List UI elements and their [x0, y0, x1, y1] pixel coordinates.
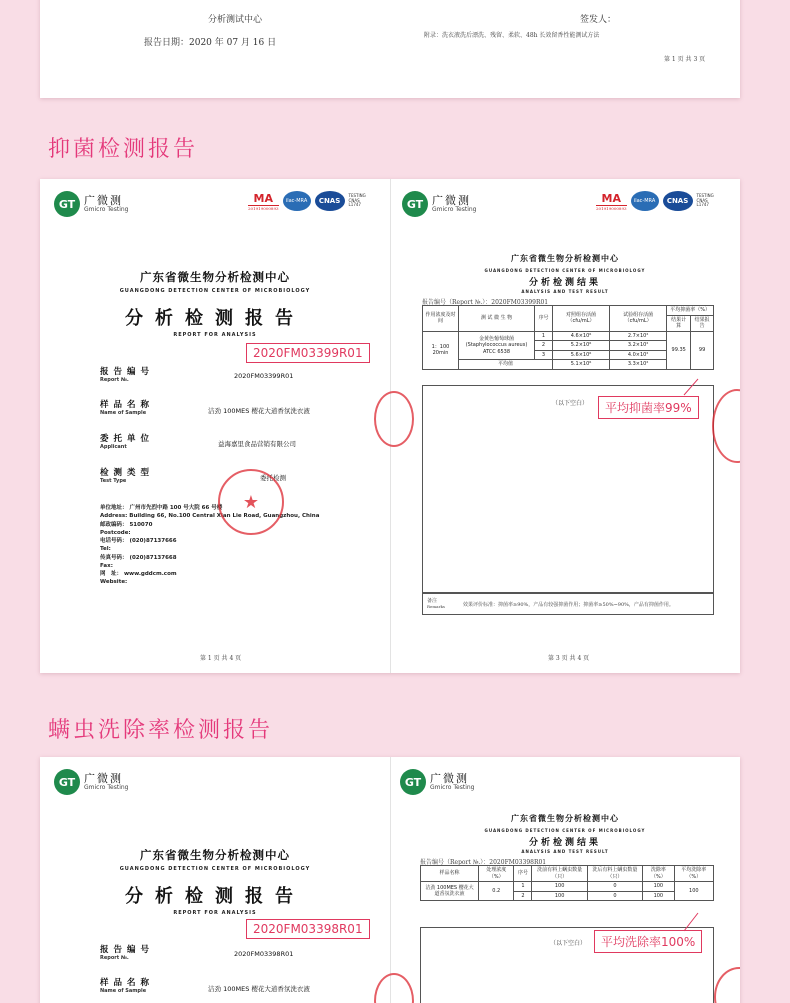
result-header: 广东省微生物分析检测中心 GUANGDONG DETECTION CENTER OF MICROBIOLOGY 分析检测结果 ANALYSIS AND TEST RESULT [484, 254, 646, 294]
sample-value-b: 洁劲 100MES 樱花大道香氛洗衣液 [208, 985, 310, 993]
cma-no: 201919000893 [248, 205, 279, 211]
blank-note: （以下空白） [552, 400, 589, 407]
seal-edge-left [374, 391, 414, 447]
applicant-value: 益海嘉里食品营销有限公司 [218, 440, 296, 448]
official-seal: ★ [218, 469, 284, 535]
sample-label: 样品名称 Name of Sample [100, 400, 155, 416]
cma-icon-right: MA [596, 192, 627, 206]
result-page-number: 第 3 页 共 4 页 [548, 655, 590, 662]
appendix-note: 附录：洗衣液洗后漂洗、残留、柔软、48h 长效留香性能测试方法 [424, 32, 600, 39]
cover-header-b: 广东省微生物分析检测中心 GUANGDONG DETECTION CENTER OF MICROBIOLOGY 分析检测报告 REPORT FOR ANALYSIS [119, 848, 311, 916]
antibacterial-result-table: 作用浓度及时间 测 试 微 生 物 序号 对照组存活菌（cfu/mL） 试验组存活菌（cfu/mL） 平均抑菌率（%） 结果计算 结果报告 1：100 20min 金黄色葡萄球菌 (Staphylococcus aureus) ATCC 6538 1 4.6×10⁶ 2.7×10² 99.35 99 2 5.2×10⁶ 3.2×10² 3 5.6×10⁶ 4.0×10² 平均值 5.1×10⁶ 3.3×10² [422, 305, 714, 370]
cma-icon: MA [248, 192, 279, 206]
report-no-label-b: 报告编号 Report №. [100, 945, 155, 961]
page-divider-b [390, 757, 391, 1003]
report-date: 报告日期：2020 年 07 月 16 日 [144, 38, 277, 48]
sample-label-b: 样品名称 Name of Sample [100, 978, 155, 994]
evaluator-center: 分析测试中心 [208, 15, 263, 25]
remark-text: 效果评价标准：抑菌率≥90%，产品有较强抑菌作用；抑菌率≥50%~90%，产品有抑菌作用。 [463, 602, 674, 608]
antibacterial-report-sheet [40, 179, 740, 673]
gmicro-logo [54, 191, 128, 217]
contact-block: 单位地址： 广州市先烈中路 100 号大院 66 号楼 Address: Building 66, No.100 Central Xian Lie Road, Guangzhou, China 邮政编码： 510070 Postcode: 电话号码： (020)87137666 Tel: 传真号码： (020)87137668 Fax: 网 址： www.gddcm.com Website: [100, 505, 320, 586]
mite-result-table: 样品名称 处理浓度（%） 序号 洗前有料上螨虫数量（只） 洗后有料上螨虫数量（只） 洗除率（%） 平均洗除率（%） 洁劲 100MES 樱花大道香氛洗衣液 0.2 1 100 0 100 100 2 100 0 100 [420, 865, 714, 901]
test-type-label: 检测类型 Test Type [100, 468, 155, 484]
logo-cn: 广微测 [84, 194, 123, 208]
result-header-b: 广东省微生物分析检测中心 GUANGDONG DETECTION CENTER OF MICROBIOLOGY 分析检测结果 ANALYSIS AND TEST RESULT [484, 814, 646, 854]
table-row: 1：100 20min 金黄色葡萄球菌 (Staphylococcus aureus) ATCC 6538 1 4.6×10⁶ 2.7×10² 99.35 99 [423, 331, 714, 341]
cover-page-number: 第 1 页 共 4 页 [200, 655, 242, 662]
cnas-sub: TESTING CNAS L1747 [348, 192, 366, 208]
cover-org: 广东省微生物分析检测中心 [140, 270, 290, 284]
seal-edge-right [712, 389, 740, 463]
gmicro-logo-b: GT 广微测 Gmicro Testing [54, 769, 128, 795]
callout-pointer-b [680, 911, 700, 933]
page-number: 第 1 页 共 3 页 [664, 56, 706, 63]
table-row: 平均值 5.1×10⁶ 3.3×10² [423, 360, 714, 370]
mite-rate-callout: 平均洗除率100% [594, 930, 702, 953]
mite-report-sheet [40, 757, 740, 1003]
evaluator-line [132, 0, 276, 1]
table-row: 3 5.6×10⁶ 4.0×10² [423, 350, 714, 360]
ilac-mra-icon-right: ilac-MRA [631, 191, 659, 211]
result-report-number: 报告编号（Report №.）：2020FM03399R01 [422, 299, 549, 306]
result-report-number-b: 报告编号（Report №.）：2020FM03398R01 [420, 859, 547, 866]
gmicro-logo-icon: GT [54, 191, 80, 217]
gmicro-logo-icon-right: GT [402, 191, 428, 217]
ilac-mra-icon: ilac-MRA [283, 191, 311, 211]
signer: 签发人： [580, 15, 617, 25]
cover-title-en: REPORT FOR ANALYSIS [173, 332, 257, 338]
test-type-value: 委托检测 [260, 474, 286, 482]
seal-edge-left-b [374, 973, 414, 1003]
cnas-icon-right: CNAS [663, 191, 693, 211]
table-row: 2 100 0 100 [421, 891, 714, 901]
cert-logos [248, 191, 371, 211]
mite-section-title: 螨虫洗除率检测报告 [48, 718, 274, 743]
remarks-box: 备注 Remarks 效果评价标准：抑菌率≥90%，产品有较强抑菌作用；抑菌率≥50%~90%，产品有抑菌作用。 [422, 593, 714, 615]
report-number-callout: 2020FM03399R01 [246, 343, 370, 363]
report-number-callout-b: 2020FM03398R01 [246, 919, 370, 939]
cert-logos-right: MA 201919000893 ilac-MRA CNAS TESTING CNAS L1747 [596, 191, 714, 211]
gmicro-logo-icon-b-right: GT [400, 769, 426, 795]
gmicro-logo-b-right: GT 广微测 Gmicro Testing [400, 769, 474, 795]
logo-en: Gmicro Testing [84, 205, 129, 213]
inhibition-rate-callout: 平均抑菌率99% [598, 396, 699, 419]
blank-note-b: （以下空白） [550, 940, 587, 947]
applicant-label: 委托单位 Applicant [100, 434, 155, 450]
report-no-label: 报告编号 Report №. [100, 367, 155, 383]
table-row: 洁劲 100MES 樱花大道香氛洗衣液 0.2 1 100 0 100 100 [421, 882, 714, 892]
gmicro-logo-icon-b: GT [54, 769, 80, 795]
table-row: 2 5.2×10⁶ 3.2×10² [423, 341, 714, 351]
cover-title: 分析检测报告 [125, 308, 305, 329]
report-no-value-b: 2020FM03398R01 [234, 950, 294, 958]
cover-org-en: GUANGDONG DETECTION CENTER OF MICROBIOLOGY [119, 288, 311, 294]
sample-value: 洁劲 100MES 樱花大道香氛洗衣液 [208, 407, 310, 415]
cover-header [40, 269, 390, 338]
previous-report-sheet [40, 0, 740, 98]
callout-pointer [680, 377, 700, 397]
antibacterial-section-title: 抑菌检测报告 [48, 137, 199, 162]
issue-date [570, 0, 658, 1]
seal-edge-right-b [714, 967, 740, 1003]
gmicro-logo-right: GT 广微测 Gmicro Testing [402, 191, 476, 217]
report-no-value: 2020FM03399R01 [234, 372, 294, 380]
cnas-icon: CNAS [315, 191, 345, 211]
